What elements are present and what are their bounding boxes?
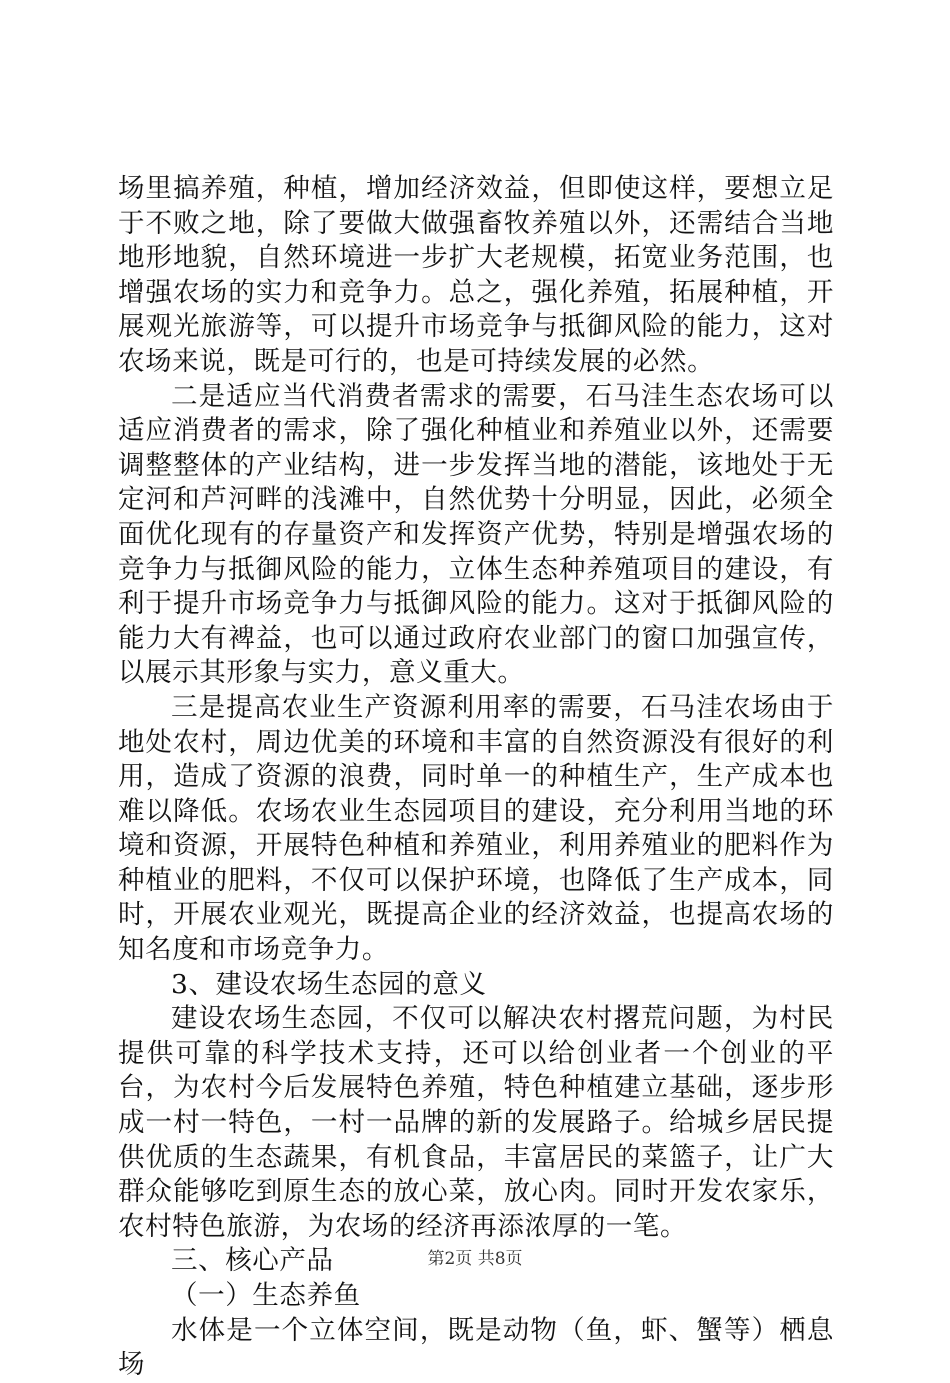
paragraph-continuation: 场里搞养殖，种植，增加经济效益，但即使这样，要想立足于不败之地，除了要做大做强畜牧养殖以外，还需结合当地地形地貌，自然环境进一步扩大老规模，拓宽业务范围，也增强农场的实力和竞争力。总之，强化养殖，拓展种植，开展观光旅游等，可以提升市场竞争与抵御风险的能力，这对农场来说，既是可行的，也是可持续发展的必然。 — [118, 173, 834, 377]
section-heading-significance: 3、建设农场生态园的意义 — [171, 968, 487, 1000]
document-body — [118, 172, 834, 1383]
page-number-footer: 第2页 共8页 — [427, 1249, 523, 1269]
subsection-heading-ecological-fish: （一）生态养鱼 — [171, 1280, 361, 1311]
paragraph-significance: 建设农场生态园，不仅可以解决农村撂荒问题，为村民提供可靠的科学技术支持，还可以给创业者一个创业的平台，为农村今后发展特色养殖，特色种植建立基础，逐步形成一村一特色，一村一品牌的新的发展路子。给城乡居民提供优质的生态蔬果，有机食品，丰富居民的菜篮子，让广大群众能够吃到原生态的放心菜，放心肉。同时开发农家乐，农村特色旅游，为农场的经济再添浓厚的一笔。 — [118, 1003, 834, 1242]
paragraph-resource-utilization: 三是提高农业生产资源利用率的需要，石马洼农场由于地处农村，周边优美的环境和丰富的自然资源没有很好的利用，造成了资源的浪费，同时单一的种植生产，生产成本也难以降低。农场农业生态园项目的建设，充分利用当地的环境和资源，开展特色种植和养殖业，利用养殖业的肥料作为种植业的肥料，不仅可以保护环境，也降低了生产成本，同时，开展农业观光，既提高企业的经济效益，也提高农场的知名度和市场竞争力。 — [118, 691, 834, 966]
section-heading-core-products: 三、核心产品 — [171, 1245, 334, 1277]
paragraph-water-body: 水体是一个立体空间，既是动物（鱼，虾、蟹等）栖息场 — [118, 1314, 834, 1381]
paragraph-consumer-demand: 二是适应当代消费者需求的需要，石马洼生态农场可以适应消费者的需求，除了强化种植业和养殖业以外，还需要调整整体的产业结构，进一步发挥当地的潜能，该地处于无定河和芦河畔的浅滩中，自然优势十分明显，因此，必须全面优化现有的存量资产和发挥资产优势，特别是增强农场的竞争力与抵御风险的能力，立体生态种养殖项目的建设，有利于提升市场竞争力与抵御风险的能力。这对于抵御风险的能力大有裨益，也可以通过政府农业部门的窗口加强宣传，以展示其形象与实力，意义重大。 — [118, 380, 834, 689]
